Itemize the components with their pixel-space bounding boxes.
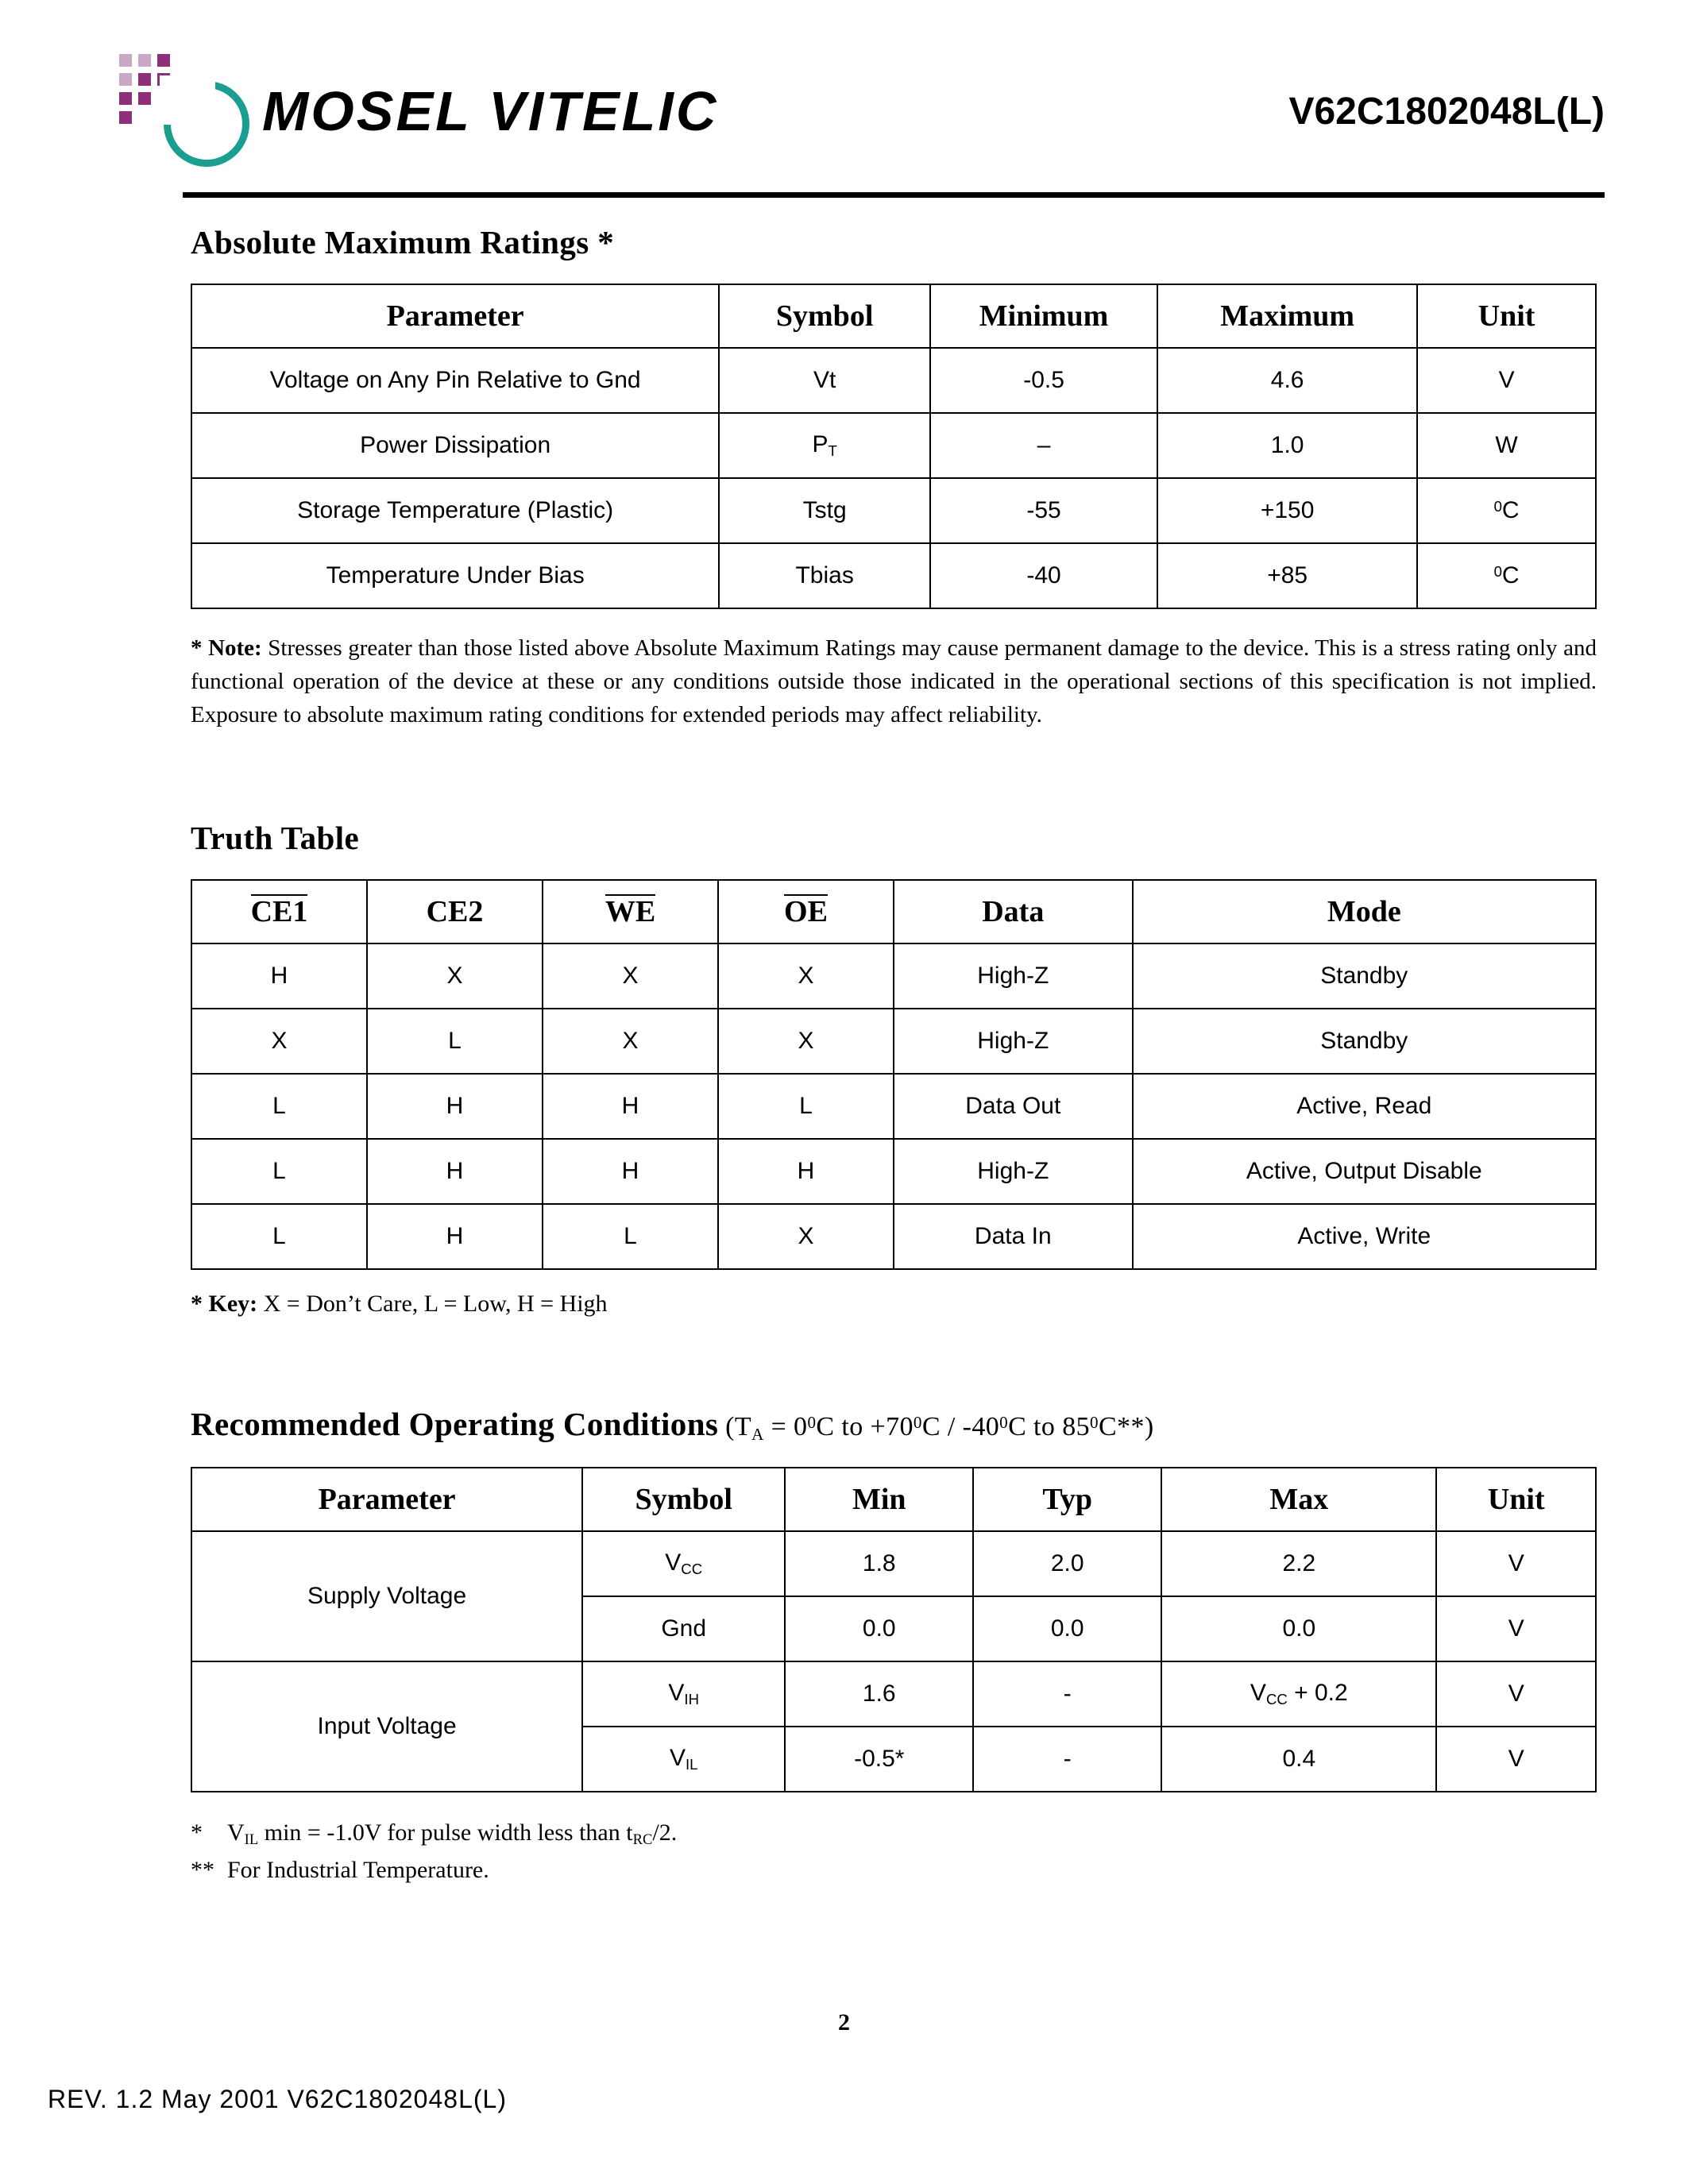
- truth-table-key-text: X = Don’t Care, L = Low, H = High: [257, 1291, 608, 1318]
- col-parameter: Parameter: [191, 1468, 582, 1531]
- cell-oe: X: [718, 1009, 894, 1074]
- cell-typ: 0.0: [973, 1596, 1161, 1661]
- cell-mode: Standby: [1133, 943, 1596, 1009]
- col-oe: [718, 880, 894, 943]
- cell-parameter-input-voltage: Input Voltage: [191, 1661, 582, 1792]
- footnote-1-mark: *: [191, 1819, 203, 1846]
- truth-table-title: Truth Table: [191, 820, 360, 857]
- table-row: [191, 1661, 1596, 1727]
- abs-max-table: [191, 284, 1597, 609]
- cell-we: X: [543, 943, 718, 1009]
- cell-max: 0.4: [1161, 1727, 1436, 1792]
- cell-we: L: [543, 1204, 718, 1269]
- cell-minimum: -0.5: [930, 348, 1157, 413]
- table-row: [191, 1074, 1596, 1139]
- cell-typ: 2.0: [973, 1531, 1161, 1596]
- cell-maximum: +85: [1157, 543, 1417, 608]
- cell-min: 1.8: [785, 1531, 973, 1596]
- rec-op-title-main: Recommended Operating Conditions: [191, 1406, 719, 1443]
- cell-min: 1.6: [785, 1661, 973, 1727]
- part-number: V62C1802048L(L): [1288, 90, 1605, 133]
- col-symbol: Symbol: [719, 284, 930, 348]
- cell-symbol: $V_{IH}$: [582, 1661, 785, 1727]
- abs-max-note-label: * Note:: [191, 635, 262, 661]
- table-row: [191, 943, 1596, 1009]
- cell-mode: Active, Read: [1133, 1074, 1596, 1139]
- page-header: [0, 0, 1688, 175]
- cell-parameter: Storage Temperature (Plastic): [191, 478, 719, 543]
- truth-table: [191, 879, 1597, 1270]
- footnote-2-mark: **: [191, 1857, 214, 1884]
- col-parameter: Parameter: [191, 284, 719, 348]
- cell-ce2: H: [367, 1074, 543, 1139]
- cell-data: High-Z: [894, 1139, 1133, 1204]
- cell-max: 2.2: [1161, 1531, 1436, 1596]
- header-rule: [183, 192, 1605, 198]
- cell-data: Data Out: [894, 1074, 1133, 1139]
- table-header-row: [191, 284, 1596, 348]
- col-oe-label: OE: [784, 895, 828, 929]
- cell-ce2: X: [367, 943, 543, 1009]
- cell-maximum: 4.6: [1157, 348, 1417, 413]
- table-row: [191, 478, 1596, 543]
- brand-logo: [103, 48, 718, 175]
- cell-oe: H: [718, 1139, 894, 1204]
- page-number: 2: [838, 2009, 850, 2035]
- footnote-1-text: $V_{IL}$ min = -1.0V for pulse width less than $t_{RC}/2$.: [227, 1819, 678, 1849]
- cell-ce2: H: [367, 1139, 543, 1204]
- cell-data: High-Z: [894, 943, 1133, 1009]
- col-min: Min: [785, 1468, 973, 1531]
- cell-symbol: $P_T$: [719, 413, 930, 478]
- cell-unit: V: [1436, 1727, 1596, 1792]
- cell-data: High-Z: [894, 1009, 1133, 1074]
- cell-we: H: [543, 1139, 718, 1204]
- col-minimum: Minimum: [930, 284, 1157, 348]
- abs-max-note-text: Stresses greater than those listed above Absolute Maximum Ratings may cause permanent damage to the device. This is a stress rating only and functional operation of the device at these or any conditions outside those indicated in the operational sections of this specification is not implied. Exposure to absolute maximum rating conditions for extended periods may affect reliability.: [191, 635, 1597, 728]
- rec-op-table: [191, 1467, 1597, 1792]
- cell-ce1: L: [191, 1074, 367, 1139]
- col-ce1: [191, 880, 367, 943]
- cell-symbol: Tbias: [719, 543, 930, 608]
- page-content: [0, 223, 1688, 1889]
- col-unit: Unit: [1417, 284, 1596, 348]
- table-header-row: [191, 880, 1596, 943]
- cell-max: 0.0: [1161, 1596, 1436, 1661]
- cell-ce1: X: [191, 1009, 367, 1074]
- col-unit: Unit: [1436, 1468, 1596, 1531]
- cell-oe: X: [718, 943, 894, 1009]
- page-footer: REV. 1.2 May 2001 V62C1802048L(L): [48, 2085, 507, 2113]
- cell-data: Data In: [894, 1204, 1133, 1269]
- cell-symbol: Gnd: [582, 1596, 785, 1661]
- cell-mode: Active, Write: [1133, 1204, 1596, 1269]
- cell-minimum: -40: [930, 543, 1157, 608]
- col-symbol: Symbol: [582, 1468, 785, 1531]
- cell-unit: V: [1436, 1531, 1596, 1596]
- table-row: [191, 543, 1596, 608]
- cell-oe: X: [718, 1204, 894, 1269]
- table-row: [191, 1139, 1596, 1204]
- col-max: Max: [1161, 1468, 1436, 1531]
- cell-mode: Active, Output Disable: [1133, 1139, 1596, 1204]
- table-row: [191, 348, 1596, 413]
- cell-unit: W: [1417, 413, 1596, 478]
- table-row: [191, 1531, 1596, 1596]
- cell-min: 0.0: [785, 1596, 973, 1661]
- logo-ring-icon: [164, 81, 249, 167]
- cell-ce1: L: [191, 1139, 367, 1204]
- footnote-1: [191, 1815, 1597, 1852]
- table-row: [191, 1009, 1596, 1074]
- cell-parameter: Power Dissipation: [191, 413, 719, 478]
- col-we: [543, 880, 718, 943]
- abs-max-title: Absolute Maximum Ratings *: [191, 224, 615, 260]
- mosel-vitelic-logo-icon: [103, 48, 254, 175]
- cell-unit: $^0$C: [1417, 478, 1596, 543]
- cell-ce1: L: [191, 1204, 367, 1269]
- cell-unit: V: [1436, 1661, 1596, 1727]
- rec-op-footnotes: [191, 1815, 1597, 1889]
- cell-we: X: [543, 1009, 718, 1074]
- cell-maximum: +150: [1157, 478, 1417, 543]
- table-header-row: [191, 1468, 1596, 1531]
- cell-ce2: L: [367, 1009, 543, 1074]
- table-row: [191, 1204, 1596, 1269]
- col-we-label: WE: [605, 895, 656, 929]
- col-mode: Mode: [1133, 880, 1596, 943]
- col-data: Data: [894, 880, 1133, 943]
- cell-max: $V_{CC} + 0.2$: [1161, 1661, 1436, 1727]
- col-maximum: Maximum: [1157, 284, 1417, 348]
- cell-unit: V: [1436, 1596, 1596, 1661]
- col-ce2: CE2: [367, 880, 543, 943]
- col-ce1-label: CE1: [250, 895, 308, 929]
- brand-name: MOSEL VITELIC: [262, 80, 719, 142]
- cell-min: -0.5*: [785, 1727, 973, 1792]
- cell-symbol: Tstg: [719, 478, 930, 543]
- cell-oe: L: [718, 1074, 894, 1139]
- col-typ: Typ: [973, 1468, 1161, 1531]
- cell-mode: Standby: [1133, 1009, 1596, 1074]
- rec-op-title: [191, 1405, 1597, 1445]
- cell-parameter: Voltage on Any Pin Relative to Gnd: [191, 348, 719, 413]
- footnote-2-text: For Industrial Temperature.: [227, 1857, 489, 1884]
- cell-typ: -: [973, 1661, 1161, 1727]
- cell-we: H: [543, 1074, 718, 1139]
- cell-typ: -: [973, 1727, 1161, 1792]
- cell-minimum: –: [930, 413, 1157, 478]
- truth-table-key-label: * Key:: [191, 1291, 258, 1318]
- cell-maximum: 1.0: [1157, 413, 1417, 478]
- cell-minimum: -55: [930, 478, 1157, 543]
- cell-ce1: H: [191, 943, 367, 1009]
- truth-table-key: [191, 1291, 1597, 1318]
- cell-symbol: $V_{IL}$: [582, 1727, 785, 1792]
- cell-parameter: Temperature Under Bias: [191, 543, 719, 608]
- abs-max-note: [191, 631, 1597, 731]
- cell-unit: $^0$C: [1417, 543, 1596, 608]
- cell-parameter-supply-voltage: Supply Voltage: [191, 1531, 582, 1661]
- table-row: [191, 413, 1596, 478]
- cell-ce2: H: [367, 1204, 543, 1269]
- cell-unit: V: [1417, 348, 1596, 413]
- rec-op-title-sub: ($T_A = 0^0C$ to $+70^0C / -40^0C$ to $85^0C**$): [718, 1412, 1154, 1445]
- cell-symbol: Vt: [719, 348, 930, 413]
- footnote-2: [191, 1852, 1597, 1889]
- cell-symbol: $V_{CC}$: [582, 1531, 785, 1596]
